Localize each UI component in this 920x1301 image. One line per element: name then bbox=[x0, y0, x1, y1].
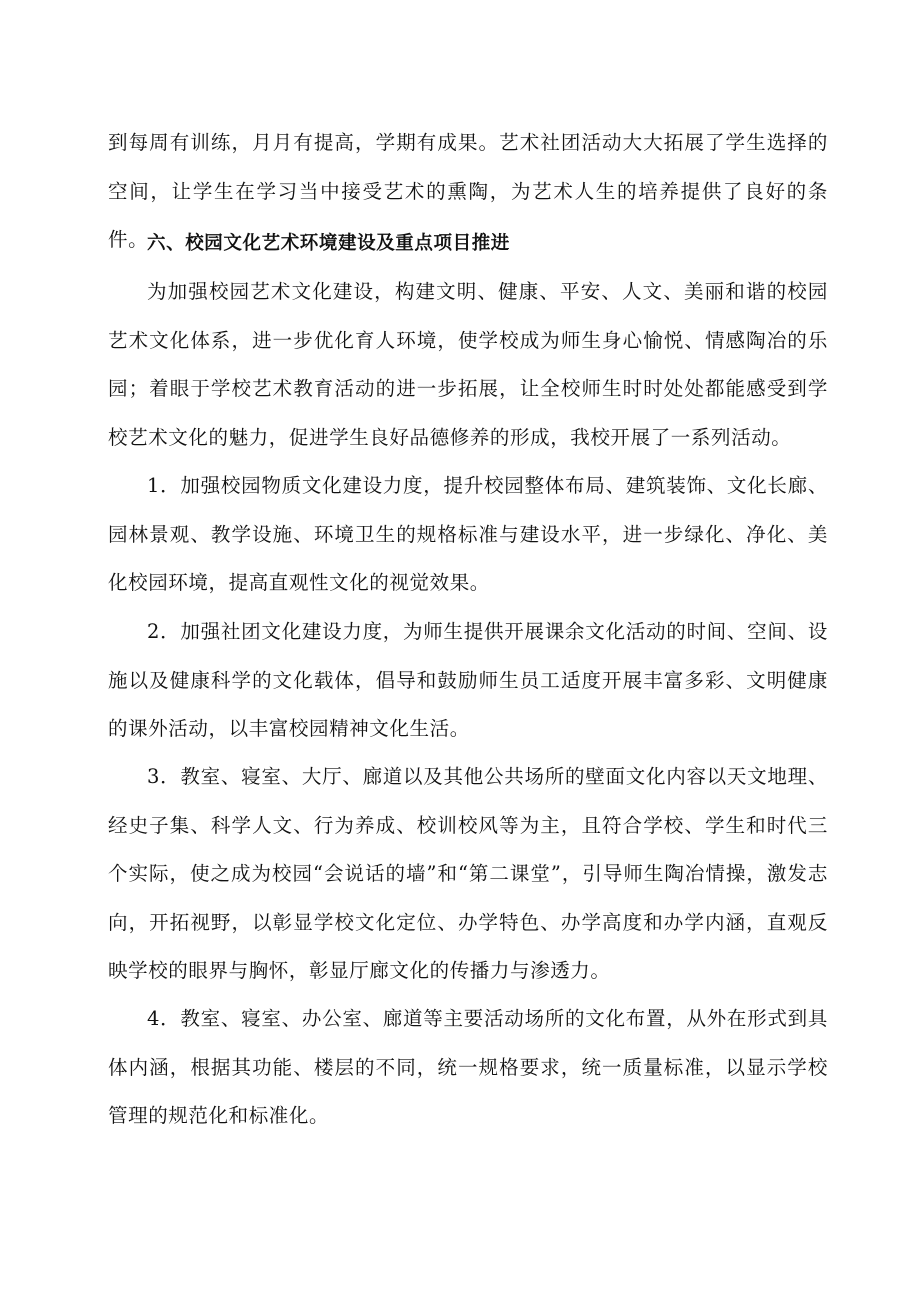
list-item-1: 1．加强校园物质文化建设力度，提升校园整体布局、建筑装饰、文化长廊、园林景观、教学设施、环境卫生的规格标准与建设水平，进一步绿化、净化、美化校园环境，提高直观性文化的视觉效果。 bbox=[108, 474, 828, 594]
intro-paragraph: 为加强校园艺术文化建设，构建文明、健康、平安、人文、美丽和谐的校园艺术文化体系，进一步优化育人环境，使学校成为师生身心愉悦、情感陶冶的乐园；着眼于学校艺术教育活动的进一步拓展，让全校师生时时处处都能感受到学校艺术文化的魅力，促进学生良好品德修养的形成，我校开展了一系列活动。 bbox=[108, 280, 828, 449]
list-item-3: 3．教室、寝室、大厅、廊道以及其他公共场所的壁面文化内容以天文地理、经史子集、科学人文、行为养成、校训校风等为主，且符合学校、学生和时代三个实际，使之成为校园“会说话的墙”和“第二课堂”，引导师生陶冶情操，激发志向，开拓视野，以彰显学校文化定位、办学特色、办学高度和办学内涵，直观反映学校的眼界与胸怀，彰显厅廊文化的传播力与渗透力。 bbox=[108, 765, 828, 982]
list-item-2: 2．加强社团文化建设力度，为师生提供开展课余文化活动的时间、空间、设施以及健康科学的文化载体，倡导和鼓励师生员工适度开展丰富多彩、文明健康的课外活动，以丰富校园精神文化生活。 bbox=[108, 620, 828, 740]
section-heading: 六、校园文化艺术环境建设及重点项目推进 bbox=[147, 233, 510, 254]
continued-paragraph: 到每周有训练，月月有提高，学期有成果。艺术社团活动大大拓展了学生选择的空间，让学生在学习当中接受艺术的熏陶，为艺术人生的培养提供了良好的条件。 bbox=[108, 131, 828, 251]
list-item-4: 4．教室、寝室、办公室、廊道等主要活动场所的文化布置，从外在形式到具体内涵，根据其功能、楼层的不同，统一规格要求，统一质量标准，以显示学校管理的规范化和标准化。 bbox=[108, 1007, 828, 1127]
